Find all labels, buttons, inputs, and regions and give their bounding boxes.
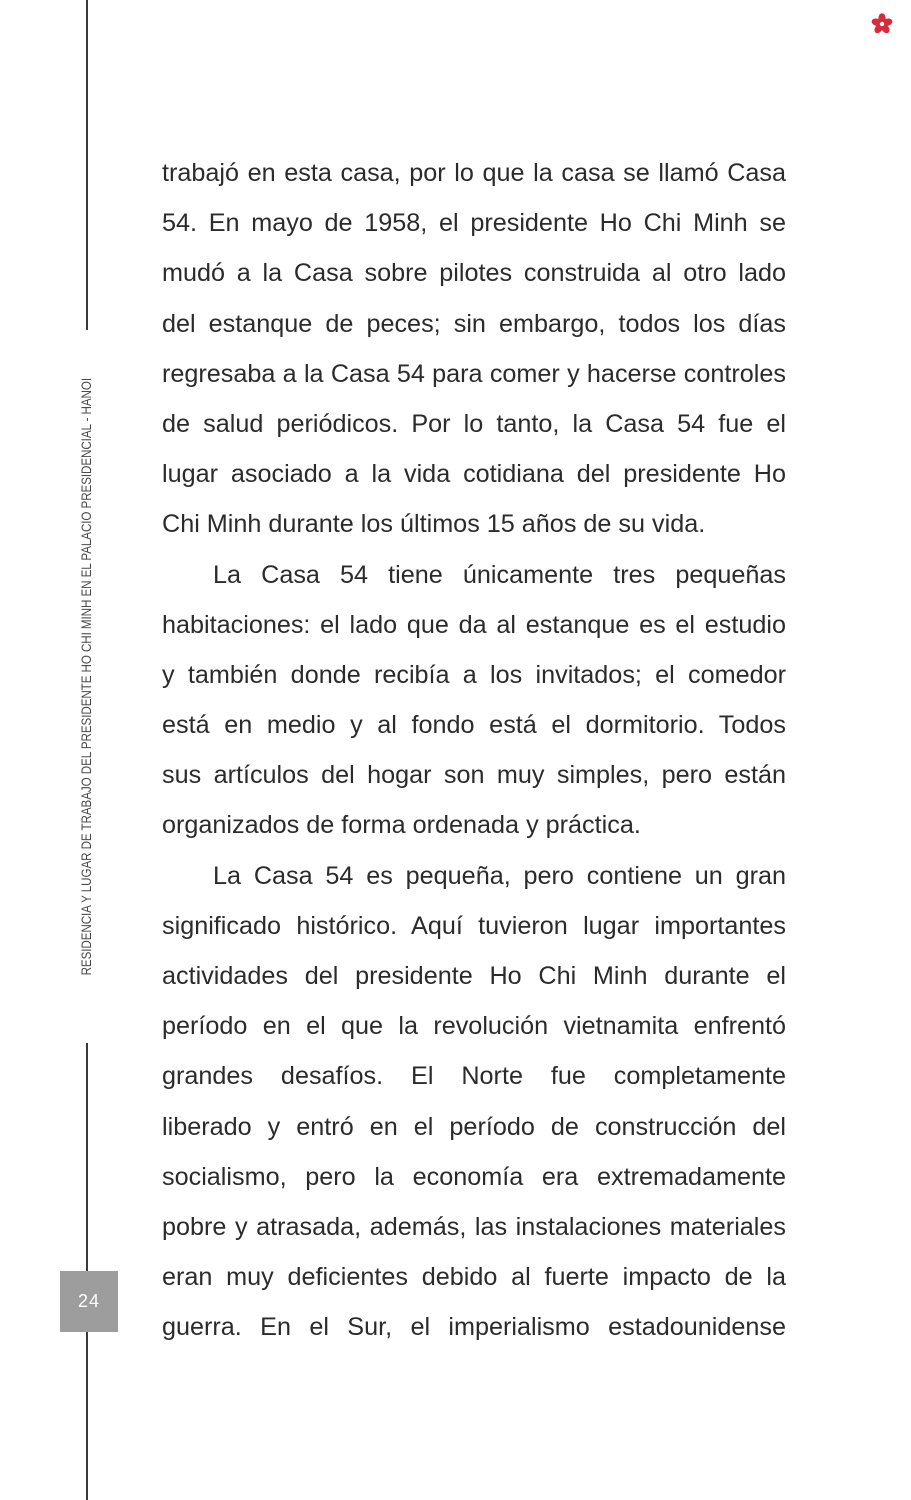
text-line: del estanque de peces; sin embargo, todos los días <box>162 309 786 338</box>
text-line: y también donde recibía a los invitados; el comedor <box>162 660 786 689</box>
page-number-badge <box>60 1271 118 1332</box>
text-line: habitaciones: el lado que da al estanque es el estudio <box>162 610 786 639</box>
text-line: período en el que la revolución vietnamita enfrentó <box>162 1012 786 1041</box>
text-line: liberado y entró en el período de construcción del <box>162 1112 786 1141</box>
margin-rule-top <box>86 0 88 330</box>
text-line: de salud periódicos. Por lo tanto, la Casa 54 fue el <box>162 409 786 438</box>
running-header <box>77 331 97 1041</box>
text-line: pobre y atrasada, además, las instalaciones materiales <box>162 1212 786 1241</box>
text-line: mudó a la Casa sobre pilotes construida al otro lado <box>162 259 786 288</box>
text-line: 54. En mayo de 1958, el presidente Ho Chi Minh se <box>162 209 786 238</box>
text-line: Chi Minh durante los últimos 15 años de su vida. <box>162 510 706 539</box>
text-line: significado histórico. Aquí tuvieron lugar importantes <box>162 911 786 940</box>
paragraph <box>162 550 786 851</box>
text-line: actividades del presidente Ho Chi Minh durante el <box>162 962 786 990</box>
text-line: organizados de forma ordenada y práctica. <box>162 811 641 840</box>
margin-rule-bottom <box>86 1332 88 1500</box>
text-line: está en medio y al fondo está el dormitorio. Todos <box>162 711 786 740</box>
body-text <box>162 148 786 1353</box>
text-line: trabajó en esta casa, por lo que la casa se llamó Casa <box>162 159 786 187</box>
text-line: sus artículos del hogar son muy simples, pero están <box>162 761 786 790</box>
red-flower-ornament-icon <box>870 12 894 36</box>
text-line: grandes desafíos. El Norte fue completamente <box>162 1062 786 1091</box>
page-number: 24 <box>77 1291 101 1311</box>
text-line: guerra. En el Sur, el imperialismo estadounidense <box>162 1313 786 1342</box>
text-line: regresaba a la Casa 54 para comer y hacerse controles <box>162 359 786 388</box>
paragraph <box>162 851 786 1353</box>
running-header-text: RESIDENCIA Y LUGAR DE TRABAJO DEL PRESIDENTE HO CHI MINH EN EL PALACIO PRESIDENCIAL - HANOI <box>79 378 95 976</box>
text-line: lugar asociado a la vida cotidiana del presidente Ho <box>162 460 786 489</box>
text-line: eran muy deficientes debido al fuerte impacto de la <box>162 1263 786 1292</box>
text-line: La Casa 54 es pequeña, pero contiene un gran <box>213 861 786 890</box>
text-line: La Casa 54 tiene únicamente tres pequeñas <box>213 560 786 589</box>
paragraph <box>162 148 786 550</box>
margin-rule-middle <box>86 1043 88 1271</box>
text-line: socialismo, pero la economía era extremadamente <box>162 1162 786 1191</box>
